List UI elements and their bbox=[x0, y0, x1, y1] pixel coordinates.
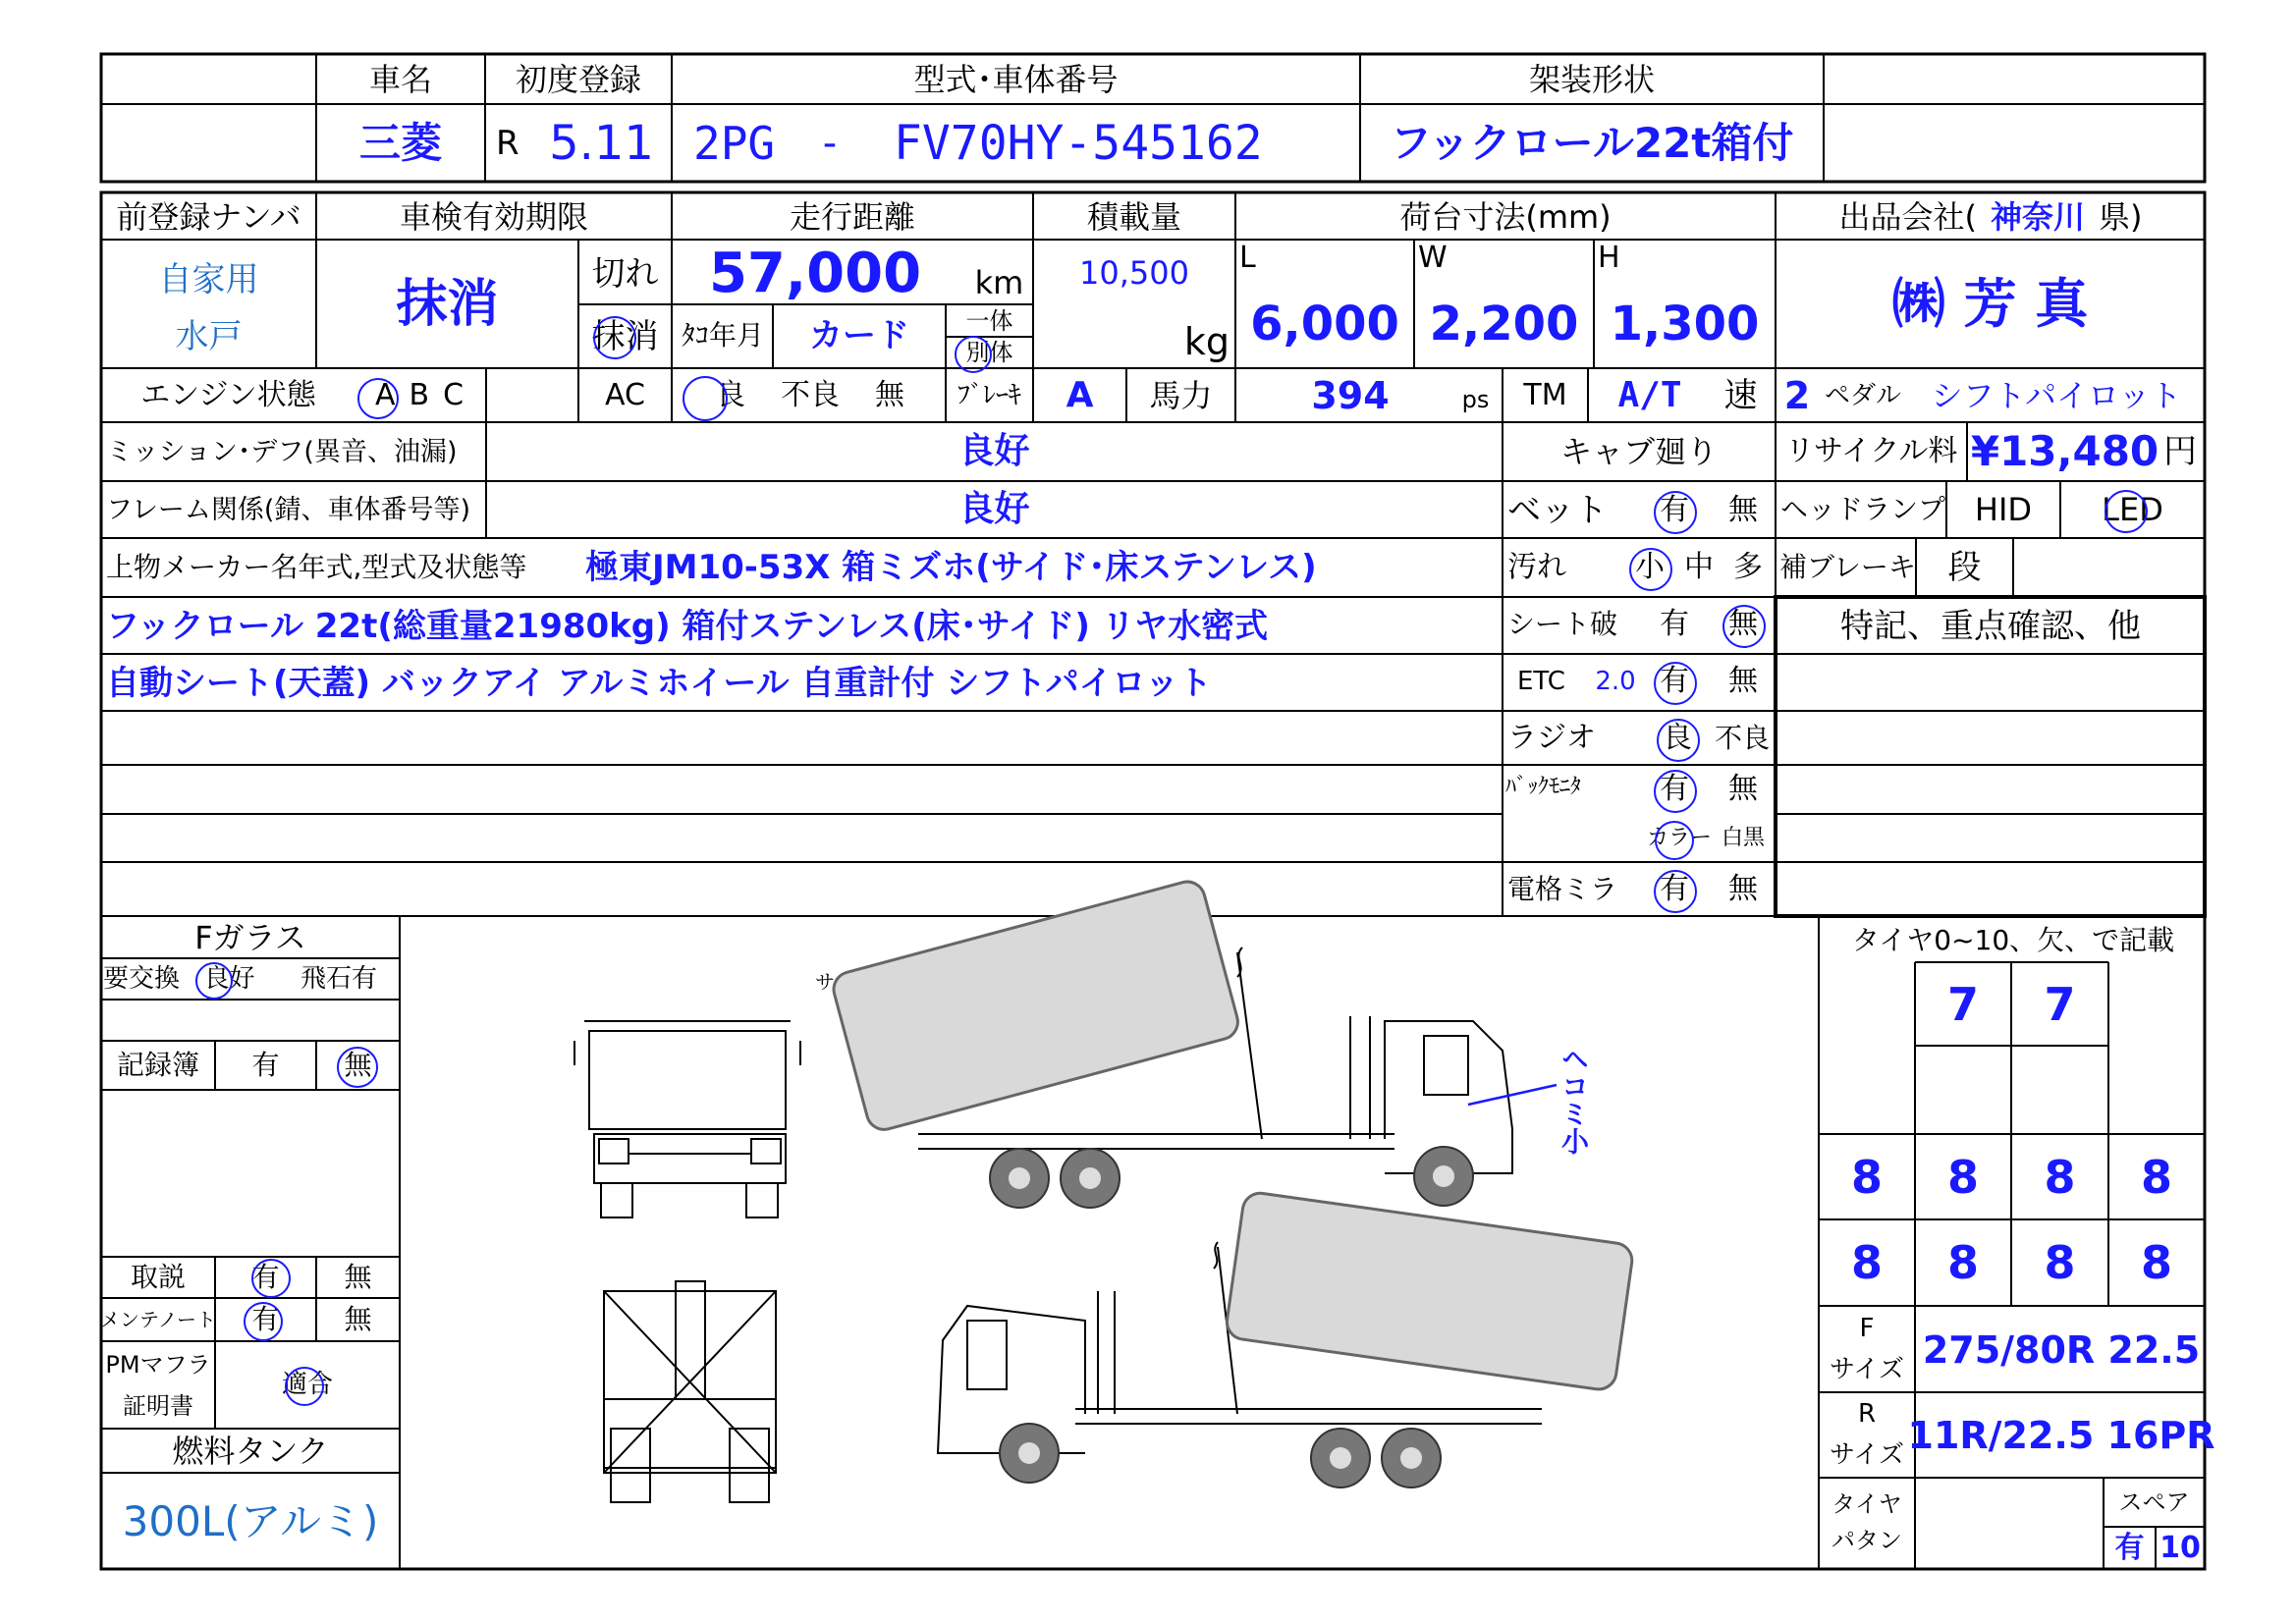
manual-no: 無 bbox=[344, 1261, 372, 1293]
mirror-label: 電格ミラ bbox=[1507, 873, 1618, 905]
tire-rear1-4: 8 bbox=[2140, 1151, 2172, 1204]
headlamp-hid: HID bbox=[1974, 491, 2033, 528]
notes-title: 特記、重点確認、他 bbox=[1840, 607, 2141, 646]
ac-good: 良 bbox=[716, 378, 745, 412]
tm-value: A/T bbox=[1617, 375, 1682, 415]
pedal-count: 2 bbox=[1783, 374, 1811, 417]
logbook-no: 無 bbox=[344, 1049, 372, 1081]
engine-grade-b: B bbox=[409, 378, 430, 412]
manual-label: 取説 bbox=[130, 1261, 186, 1293]
dent-note: ヘコミ小 bbox=[1558, 1045, 1590, 1155]
front-size-f: F bbox=[1859, 1314, 1875, 1343]
frame-label: フレーム関係(錆、車体番号等) bbox=[106, 494, 470, 525]
aux-brake-label: 補ブレーキ bbox=[1779, 551, 1916, 583]
width-value: 2,200 bbox=[1429, 297, 1579, 352]
spec-line-2: フックロール 22t(総重量21980kg) 箱付ステンレス(床･サイド) リヤ水密式 bbox=[106, 607, 1269, 646]
radio-good: 良 bbox=[1663, 721, 1692, 755]
pm-label-1: PMマフラ bbox=[105, 1351, 211, 1379]
bed-yes: 有 bbox=[1660, 493, 1689, 527]
body-label: 架装形状 bbox=[1528, 60, 1655, 98]
maint-yes: 有 bbox=[251, 1303, 280, 1335]
bw-monitor: 白黒 bbox=[1721, 826, 1765, 850]
ac-circle bbox=[683, 376, 728, 421]
model-prefix: 2PG bbox=[693, 117, 776, 170]
tire-front-right: 7 bbox=[2044, 977, 2076, 1031]
length-label: L bbox=[1239, 241, 1256, 275]
capacity-value: 10,500 bbox=[1079, 254, 1189, 292]
upper-label: 上物メーカー名年式,型式及状態等 bbox=[106, 551, 527, 583]
seat-no: 無 bbox=[1728, 607, 1758, 641]
seller-label bbox=[1779, 194, 2202, 239]
glass-replace: 要交換 bbox=[103, 964, 181, 994]
dirt-small: 小 bbox=[1635, 550, 1665, 584]
tacho-separate: 別体 bbox=[965, 339, 1013, 366]
mirror-circle bbox=[1654, 870, 1697, 913]
body-type: フックロール22t箱付 bbox=[1390, 119, 1794, 167]
tire-rear1-2: 8 bbox=[1946, 1151, 1979, 1204]
glass-title: Fガラス bbox=[194, 919, 306, 956]
maint-label: メンテノート bbox=[100, 1308, 216, 1331]
shift-value: シフトパイロット bbox=[1931, 377, 2182, 414]
etc-yes: 有 bbox=[1660, 664, 1689, 698]
headlamp-label: ヘッドランプ bbox=[1779, 493, 1945, 525]
kg-unit: kg bbox=[1183, 319, 1230, 363]
height-value: 1,300 bbox=[1610, 297, 1760, 352]
tm-label: TM bbox=[1523, 378, 1567, 412]
tacho-integrated: 一体 bbox=[965, 307, 1013, 335]
stray-mark: サ bbox=[815, 970, 835, 994]
manual-yes: 有 bbox=[251, 1261, 280, 1293]
model-dash: - bbox=[822, 121, 838, 166]
logbook-label: 記録簿 bbox=[116, 1049, 199, 1081]
model-label: 型式･車体番号 bbox=[913, 60, 1119, 98]
expired-label: 切れ bbox=[591, 254, 659, 294]
bed-circle bbox=[1654, 491, 1697, 534]
aux-brake-value: 段 bbox=[1947, 548, 1982, 587]
etc-label: ETC bbox=[1517, 667, 1565, 696]
seller-name: ㈱ 芳 真 bbox=[1891, 273, 2089, 335]
spare-value: 有 bbox=[2114, 1531, 2145, 1565]
pattern-label-2: パタン bbox=[1831, 1527, 1902, 1554]
cancelled-label: 抹消 bbox=[591, 317, 659, 356]
glass-good: 良好 bbox=[203, 964, 255, 994]
led-circle bbox=[2105, 490, 2148, 533]
backmon-circle bbox=[1654, 770, 1697, 813]
tacho-label: ﾀｺ年月 bbox=[681, 319, 764, 352]
backmon-yes: 有 bbox=[1660, 772, 1689, 806]
plate-region: 水戸 bbox=[175, 317, 243, 356]
bed-size-label: 荷台寸法(mm) bbox=[1399, 197, 1612, 236]
etc-version: 2.0 bbox=[1595, 667, 1636, 696]
rear-size-label: サイズ bbox=[1830, 1440, 1904, 1470]
dirt-label: 汚れ bbox=[1507, 550, 1566, 584]
dirt-mid: 中 bbox=[1684, 550, 1714, 584]
seat-label: シート破 bbox=[1507, 608, 1618, 640]
engine-grade-a: A bbox=[374, 378, 396, 412]
ac-label: AC bbox=[605, 378, 645, 412]
tire-rear2-3: 8 bbox=[2044, 1236, 2076, 1289]
fuel-value: 300L(アルミ) bbox=[122, 1497, 379, 1545]
color-circle bbox=[1655, 821, 1694, 860]
maint-circle bbox=[244, 1302, 283, 1341]
tire-rear2-1: 8 bbox=[1850, 1236, 1883, 1289]
glass-chip: 飛石有 bbox=[300, 964, 377, 994]
frame-value: 良好 bbox=[958, 489, 1030, 529]
color-monitor: カラー bbox=[1647, 826, 1713, 850]
logbook-circle bbox=[337, 1047, 378, 1088]
pm-label-2: 証明書 bbox=[123, 1392, 193, 1420]
plate-use: 自家用 bbox=[158, 260, 259, 299]
radio-label: ラジオ bbox=[1507, 721, 1596, 755]
brake-label: ﾌﾞﾚｰｷ bbox=[957, 381, 1021, 410]
cab-title: キャブ廻り bbox=[1559, 433, 1718, 470]
speed-label: 速 bbox=[1723, 376, 1758, 415]
brake-value: A bbox=[1066, 375, 1094, 415]
spare-count: 10 bbox=[2159, 1531, 2201, 1565]
separate-circle bbox=[955, 336, 992, 373]
length-value: 6,000 bbox=[1250, 297, 1399, 352]
width-label: W bbox=[1418, 241, 1448, 275]
seller-label-post: 県) bbox=[2099, 197, 2143, 236]
first-reg-label: 初度登録 bbox=[515, 60, 641, 98]
bed-label: ベット bbox=[1507, 491, 1608, 530]
recycle-value: ¥13,480 bbox=[1970, 427, 2159, 475]
maint-no: 無 bbox=[344, 1303, 372, 1335]
mirror-yes: 有 bbox=[1660, 872, 1689, 906]
logbook-yes: 有 bbox=[251, 1049, 280, 1081]
recycle-label: リサイクル料 bbox=[1784, 434, 1958, 468]
engine-grade-c: C bbox=[443, 378, 465, 412]
tire-rear1-1: 8 bbox=[1850, 1151, 1883, 1204]
engine-label: エンジン状態 bbox=[140, 378, 316, 412]
seat-circle bbox=[1722, 605, 1766, 648]
pattern-label-1: タイヤ bbox=[1831, 1490, 1902, 1518]
era-value: R bbox=[496, 124, 519, 163]
mirror-no: 無 bbox=[1728, 872, 1758, 906]
backmon-no: 無 bbox=[1728, 772, 1758, 806]
yen-unit: 円 bbox=[2163, 432, 2197, 471]
first-reg-value: 5.11 bbox=[549, 116, 654, 171]
spec-line-3: 自動シート(天蓋) バックアイ アルミホイール 自重計付 シフトパイロット bbox=[106, 664, 1212, 703]
ac-none: 無 bbox=[875, 378, 904, 412]
mission-label: ミッション･デフ(異音、油漏) bbox=[106, 436, 458, 467]
truck-front-view bbox=[574, 1021, 800, 1217]
seller-prefecture: 神奈川 bbox=[1990, 197, 2085, 236]
tire-rear2-4: 8 bbox=[2140, 1236, 2172, 1289]
hp-value: 394 bbox=[1311, 374, 1390, 417]
tire-rear2-2: 8 bbox=[1946, 1236, 1979, 1289]
seat-yes: 有 bbox=[1660, 607, 1689, 641]
tacho-value: カード bbox=[809, 316, 909, 355]
front-size-label: サイズ bbox=[1830, 1355, 1904, 1384]
radio-circle bbox=[1657, 719, 1700, 762]
bed-no: 無 bbox=[1728, 493, 1758, 527]
inspection-label: 車検有効期限 bbox=[399, 197, 588, 236]
rear-tire-size: 11R/22.5 16PR bbox=[1907, 1414, 2215, 1457]
backmon-label: ﾊﾞｯｸﾓﾆﾀ bbox=[1505, 775, 1582, 799]
hp-label: 馬力 bbox=[1149, 377, 1213, 414]
pm-compliant: 適合 bbox=[281, 1370, 333, 1399]
pedal-label: ペダル bbox=[1824, 381, 1901, 410]
capacity-label: 積載量 bbox=[1086, 197, 1181, 236]
seller-label-pre: 出品会社( bbox=[1838, 197, 1977, 236]
prev-plate-label: 前登録ナンバ bbox=[116, 197, 301, 236]
km-unit: km bbox=[974, 264, 1024, 301]
upper-value: 極東JM10-53X 箱ミズホ(サイド･床ステンレス) bbox=[585, 548, 1317, 587]
inspection-value: 抹消 bbox=[396, 275, 499, 334]
etc-no: 無 bbox=[1728, 664, 1758, 698]
dirt-many: 多 bbox=[1733, 550, 1763, 584]
maker-value: 三菱 bbox=[358, 119, 442, 167]
glass-good-circle bbox=[195, 962, 233, 1000]
headlamp-led: LED bbox=[2102, 491, 2163, 528]
pm-circle bbox=[285, 1367, 324, 1406]
manual-circle bbox=[251, 1259, 291, 1298]
radio-bad: 不良 bbox=[1714, 722, 1770, 754]
rear-size-r: R bbox=[1857, 1399, 1877, 1429]
front-tire-size: 275/80R 22.5 bbox=[1922, 1328, 2201, 1372]
truck-rear-view bbox=[604, 1281, 776, 1502]
chassis-number: FV70HY-545162 bbox=[894, 116, 1263, 171]
tire-front-left: 7 bbox=[1946, 977, 1979, 1031]
tire-rear1-3: 8 bbox=[2044, 1151, 2076, 1204]
etc-circle bbox=[1654, 662, 1697, 705]
spare-label: スペア bbox=[2118, 1488, 2190, 1516]
mileage-value: 57,000 bbox=[708, 242, 922, 305]
mission-value: 良好 bbox=[958, 431, 1030, 471]
tire-title: タイヤ0~10、欠、で記載 bbox=[1851, 924, 2175, 956]
fuel-label: 燃料タンク bbox=[172, 1433, 329, 1470]
maker-label: 車名 bbox=[368, 60, 432, 98]
ps-unit: ps bbox=[1461, 386, 1490, 413]
dirt-circle bbox=[1629, 548, 1672, 591]
ac-bad: 不良 bbox=[781, 378, 840, 412]
height-label: H bbox=[1598, 241, 1620, 275]
dent-arrow bbox=[1468, 1085, 1557, 1105]
engine-grade-circle bbox=[357, 378, 399, 419]
cancelled-circle bbox=[593, 316, 636, 359]
mileage-label: 走行距離 bbox=[789, 197, 915, 236]
